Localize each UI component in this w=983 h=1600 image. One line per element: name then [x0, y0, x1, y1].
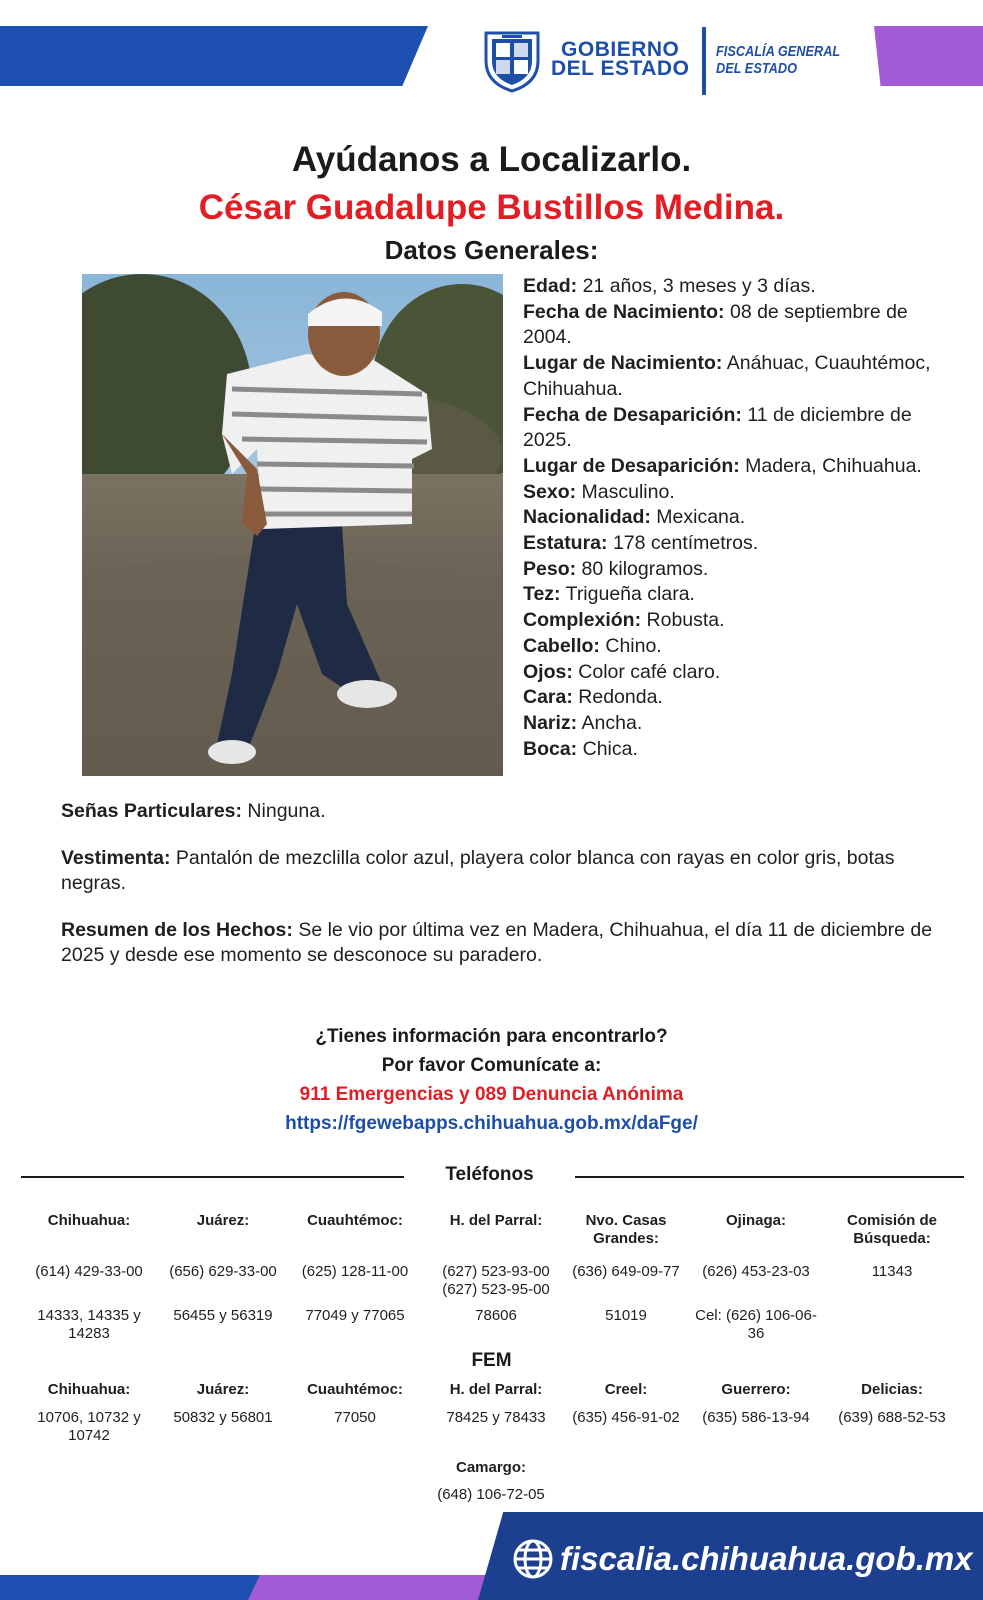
- detail-row: [523, 582, 943, 608]
- detail-label: Fecha de Desaparición:: [523, 403, 742, 426]
- detail-value: Color café claro.: [572, 660, 721, 683]
- detail-value: Mexicana.: [650, 506, 746, 529]
- detail-value: 21 años, 3 meses y 3 días.: [577, 275, 816, 297]
- fem-number: (635) 586-13-94: [702, 1409, 810, 1426]
- resumen-hechos: [61, 918, 941, 968]
- phone-main-number: (626) 453-23-03: [702, 1263, 810, 1280]
- fem-office-header: Juárez:: [196, 1381, 250, 1398]
- detail-label: Nacionalidad:: [523, 506, 651, 529]
- detail-row: [523, 300, 943, 351]
- footer-website[interactable]: fiscalia.chihuahua.gob.mx: [560, 1540, 973, 1577]
- phone-main-number: (627) 523-93-00 (627) 523-95-00: [442, 1263, 550, 1298]
- phone-extension: 14333, 14335 y 14283: [37, 1307, 141, 1342]
- detail-row: [523, 634, 943, 660]
- fem-office-header: Chihuahua:: [47, 1381, 131, 1398]
- detail-label: Complexión:: [523, 609, 642, 632]
- detail-label: Boca:: [523, 737, 578, 760]
- detail-value: Chino.: [599, 634, 662, 657]
- detail-label: Cara:: [523, 686, 573, 709]
- phones-title: Teléfonos: [445, 1164, 534, 1185]
- emergency-numbers: 911 Emergencias y 089 Denuncia Anónima: [299, 1084, 684, 1105]
- detail-value: Robusta.: [641, 609, 725, 632]
- phone-office-header: H. del Parral:: [449, 1212, 543, 1229]
- fem-number: (648) 106-72-05: [437, 1486, 545, 1503]
- detail-value: 08 de septiembre de 2004.: [523, 300, 908, 349]
- phone-extension: 78606: [475, 1307, 517, 1324]
- contact-prompt: Por favor Comunícate a:: [381, 1055, 602, 1076]
- vestimenta: [61, 846, 941, 896]
- detail-value: 11 de diciembre de 2025.: [523, 403, 912, 452]
- fiscalia-line2: DEL ESTADO: [716, 60, 798, 77]
- detail-row: [523, 351, 943, 402]
- fiscalia-general-logo: [716, 43, 840, 77]
- detail-row: [523, 711, 943, 737]
- fem-number: (639) 688-52-53: [838, 1409, 946, 1426]
- detail-row: [523, 454, 943, 480]
- phone-main-number: 11343: [871, 1263, 913, 1280]
- detail-value: 80 kilogramos.: [576, 557, 709, 580]
- detail-value: Trigueña clara.: [560, 583, 695, 606]
- fem-office-header: Cuauhtémoc:: [307, 1381, 403, 1398]
- resumen-label: Resumen de los Hechos:: [61, 919, 293, 941]
- detail-value: Madera, Chihuahua.: [739, 454, 922, 477]
- contact-block: [0, 1022, 983, 1138]
- senas-label: Señas Particulares:: [61, 800, 243, 822]
- detail-row: [523, 685, 943, 711]
- detail-row: [523, 660, 943, 686]
- globe-icon: [512, 1538, 554, 1580]
- fiscalia-line1: FISCALÍA GENERAL: [716, 43, 841, 60]
- detail-row: [523, 403, 943, 454]
- contact-question: ¿Tienes información para encontrarlo?: [315, 1026, 668, 1047]
- phone-extension: 77049 y 77065: [305, 1307, 405, 1324]
- fem-office-header: Camargo:: [455, 1459, 526, 1476]
- detail-label: Cabello:: [523, 634, 600, 657]
- fem-office-header: Delicias:: [861, 1381, 923, 1398]
- detail-value: Masculino.: [576, 480, 675, 503]
- phone-main-number: (656) 629-33-00: [169, 1263, 277, 1280]
- detail-row: [523, 480, 943, 506]
- phone-main-number: (614) 429-33-00: [35, 1263, 143, 1280]
- detail-value: Anáhuac, Cuauhtémoc, Chihuahua.: [523, 352, 931, 400]
- detail-row: [523, 608, 943, 634]
- header-purple-bar: [874, 26, 983, 86]
- detail-row: [523, 737, 943, 763]
- vestimenta-value: Pantalón de mezclilla color azul, playera color blanca con rayas en color gris, botas negras.: [61, 847, 895, 894]
- detail-value: 178 centímetros.: [607, 532, 759, 555]
- fem-title: FEM: [471, 1350, 512, 1371]
- description-section: [61, 799, 941, 990]
- phones-divider-right: [575, 1176, 964, 1178]
- detail-label: Nariz:: [523, 711, 578, 734]
- phone-office-header: Comisión de Búsqueda:: [846, 1212, 937, 1247]
- phone-office-header: Ojinaga:: [725, 1212, 786, 1229]
- resumen-value: Se le vio por última vez en Madera, Chihuahua, el día 11 de diciembre de 2025 y desde ese momento se desconoce su paradero.: [61, 919, 933, 966]
- detail-row: [523, 505, 943, 531]
- fem-office-header: Guerrero:: [721, 1381, 791, 1398]
- general-details: [523, 274, 943, 762]
- fem-number: 77050: [334, 1409, 376, 1426]
- gobierno-line1: GOBIERNO: [561, 38, 680, 61]
- senas-value: Ninguna.: [242, 800, 326, 822]
- report-link[interactable]: https://fgewebapps.chihuahua.gob.mx/daFge/: [285, 1113, 698, 1134]
- detail-label: Tez:: [523, 583, 561, 606]
- phones-divider-left: [21, 1176, 404, 1178]
- detail-label: Lugar de Desaparición:: [523, 454, 740, 477]
- vestimenta-label: Vestimenta:: [61, 847, 171, 869]
- header-divider: [702, 27, 706, 95]
- fem-number: 78425 y 78433: [446, 1409, 546, 1426]
- phone-office-header: Juárez:: [196, 1212, 250, 1229]
- detail-label: Edad:: [523, 275, 578, 297]
- detail-value: Ancha.: [577, 711, 643, 734]
- phone-office-header: Cuauhtémoc:: [307, 1212, 403, 1229]
- phone-extension: 51019: [605, 1307, 647, 1324]
- phone-extension: Cel: (626) 106-06-36: [695, 1307, 817, 1342]
- detail-label: Ojos:: [523, 660, 573, 683]
- missing-person-photo: [82, 274, 503, 776]
- state-seal-logo: [482, 27, 542, 93]
- header-blue-bar: [0, 26, 428, 86]
- detail-label: Peso:: [523, 557, 577, 580]
- gobierno-del-estado-logo: [551, 40, 689, 78]
- phone-office-header: Nvo. Casas Grandes:: [585, 1212, 667, 1247]
- phone-main-number: (636) 649-09-77: [572, 1263, 680, 1280]
- detail-row: [523, 274, 943, 300]
- detail-label: Fecha de Nacimiento:: [523, 300, 725, 323]
- senas-particulares: [61, 799, 941, 824]
- detail-row: [523, 531, 943, 557]
- fem-number: 10706, 10732 y 10742: [37, 1409, 141, 1444]
- page-title: Ayúdanos a Localizarlo.: [291, 140, 692, 179]
- detail-label: Estatura:: [523, 532, 608, 555]
- section-subtitle: Datos Generales:: [384, 235, 599, 265]
- detail-label: Sexo:: [523, 480, 577, 503]
- phone-office-header: Chihuahua:: [47, 1212, 131, 1229]
- fem-number: (635) 456-91-02: [572, 1409, 680, 1426]
- phone-main-number: (625) 128-11-00: [301, 1263, 409, 1280]
- gobierno-line2: DEL ESTADO: [551, 57, 690, 80]
- detail-row: [523, 557, 943, 583]
- fem-office-header: Creel:: [604, 1381, 648, 1398]
- detail-value: Chica.: [577, 737, 638, 760]
- fem-number: 50832 y 56801: [173, 1409, 273, 1426]
- detail-label: Lugar de Nacimiento:: [523, 352, 723, 375]
- detail-value: Redonda.: [572, 686, 663, 709]
- person-name: César Guadalupe Bustillos Medina.: [198, 188, 785, 227]
- phone-extension: 56455 y 56319: [173, 1307, 273, 1324]
- fem-office-header: H. del Parral:: [449, 1381, 543, 1398]
